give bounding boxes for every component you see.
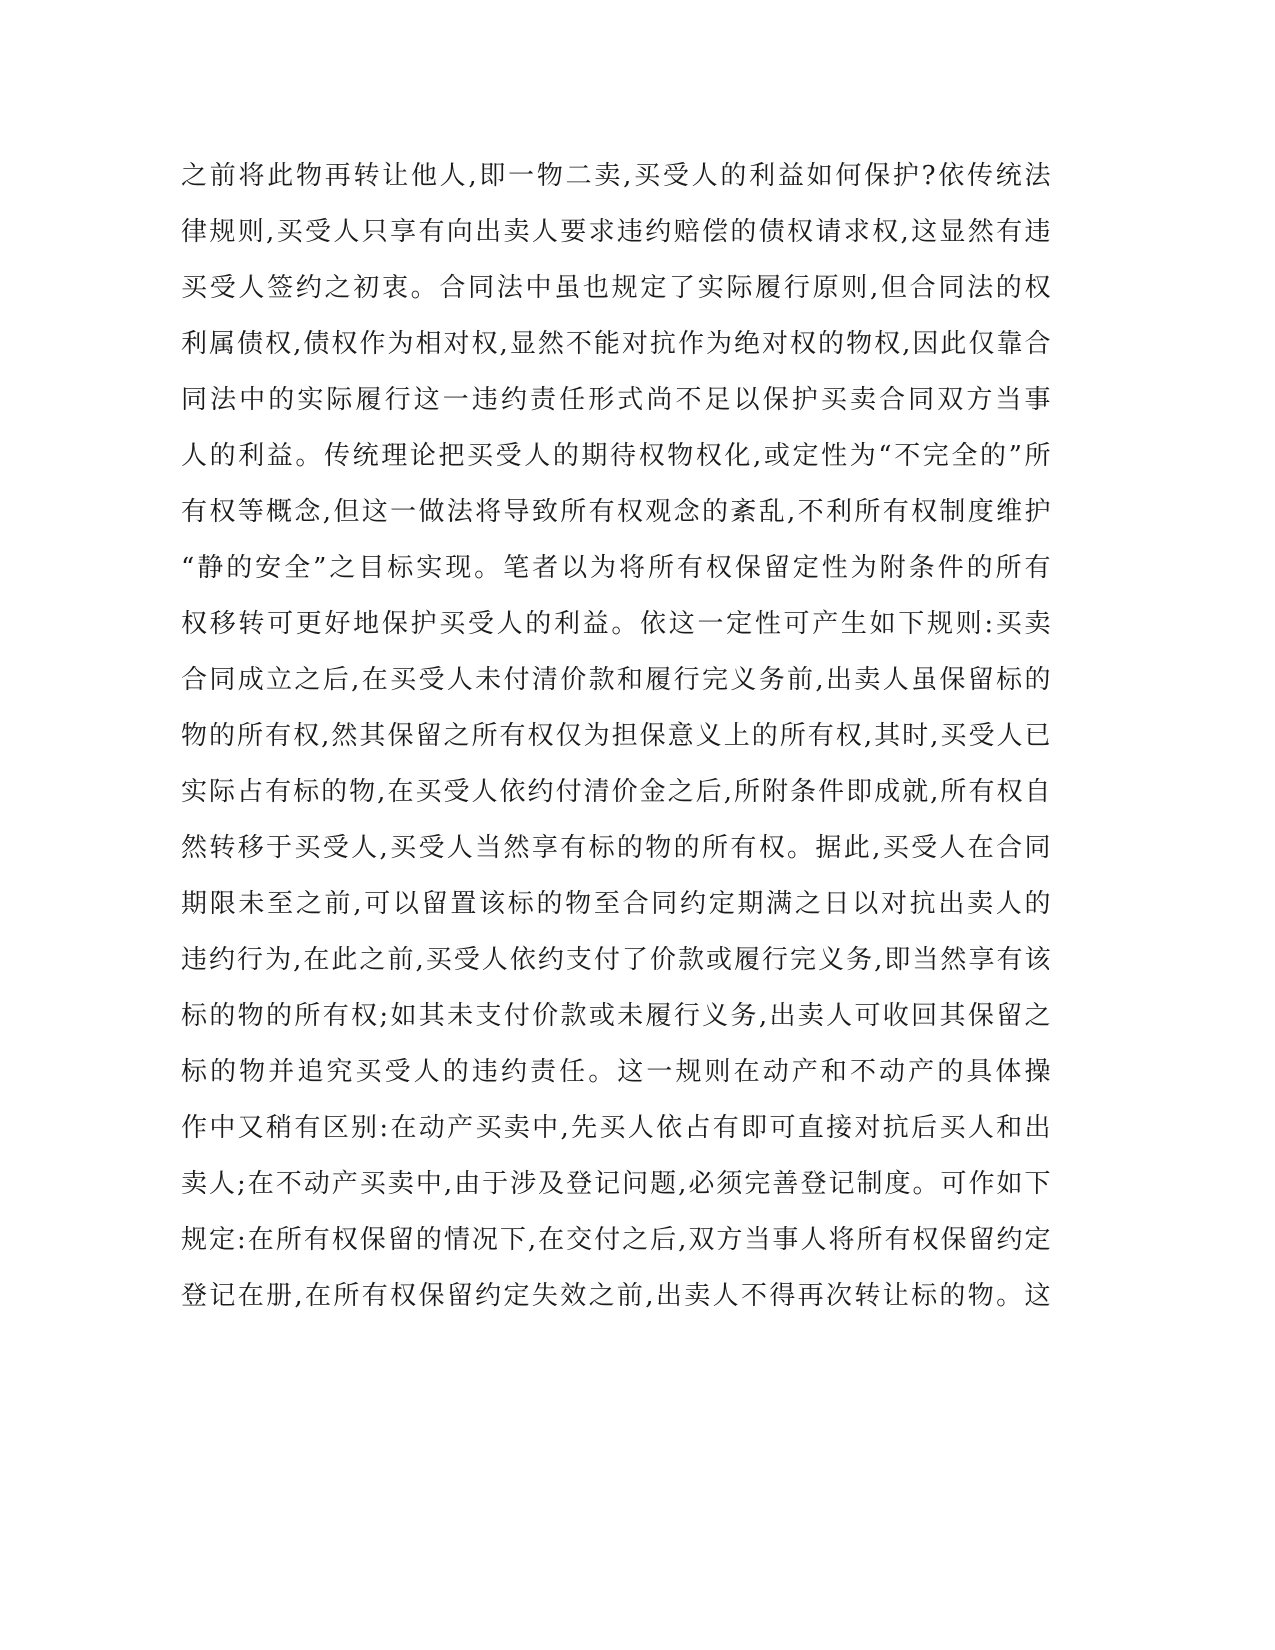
text-line: 权移转可更好地保护买受人的利益。依这一定性可产生如下规则:买卖 (181, 609, 1051, 639)
text-line: 人的利益。传统理论把买受人的期待权物权化,或定性为“不完全的”所 (181, 441, 1051, 471)
text-line: 实际占有标的物,在买受人依约付清价金之后,所附条件即成就,所有权自 (181, 777, 1051, 807)
text-line: 期限未至之前,可以留置该标的物至合同约定期满之日以对抗出卖人的 (181, 889, 1051, 919)
text-line: 作中又稍有区别:在动产买卖中,先买人依占有即可直接对抗后买人和出 (181, 1113, 1051, 1143)
text-line: “静的安全”之目标实现。笔者以为将所有权保留定性为附条件的所有 (181, 553, 1051, 583)
text-line: 标的物的所有权;如其未支付价款或未履行义务,出卖人可收回其保留之 (181, 1001, 1051, 1031)
text-line: 利属债权,债权作为相对权,显然不能对抗作为绝对权的物权,因此仅靠合 (181, 329, 1051, 359)
text-line: 律规则,买受人只享有向出卖人要求违约赔偿的债权请求权,这显然有违 (181, 217, 1051, 247)
text-line: 违约行为,在此之前,买受人依约支付了价款或履行完义务,即当然享有该 (181, 945, 1051, 975)
text-line: 物的所有权,然其保留之所有权仅为担保意义上的所有权,其时,买受人已 (181, 721, 1051, 751)
text-line: 卖人;在不动产买卖中,由于涉及登记问题,必须完善登记制度。可作如下 (181, 1169, 1051, 1199)
text-line: 买受人签约之初衷。合同法中虽也规定了实际履行原则,但合同法的权 (181, 273, 1051, 303)
text-line: 同法中的实际履行这一违约责任形式尚不足以保护买卖合同双方当事 (181, 385, 1051, 415)
text-line: 规定:在所有权保留的情况下,在交付之后,双方当事人将所有权保留约定 (181, 1225, 1051, 1255)
text-line: 之前将此物再转让他人,即一物二卖,买受人的利益如何保护?依传统法 (181, 161, 1051, 191)
text-line: 登记在册,在所有权保留约定失效之前,出卖人不得再次转让标的物。这 (181, 1281, 1051, 1311)
body-text (181, 148, 1051, 1324)
text-line: 合同成立之后,在买受人未付清价款和履行完义务前,出卖人虽保留标的 (181, 665, 1051, 695)
text-line: 然转移于买受人,买受人当然享有标的物的所有权。据此,买受人在合同 (181, 833, 1051, 863)
text-line: 有权等概念,但这一做法将导致所有权观念的紊乱,不利所有权制度维护 (181, 497, 1051, 527)
text-line: 标的物并追究买受人的违约责任。这一规则在动产和不动产的具体操 (181, 1057, 1051, 1087)
